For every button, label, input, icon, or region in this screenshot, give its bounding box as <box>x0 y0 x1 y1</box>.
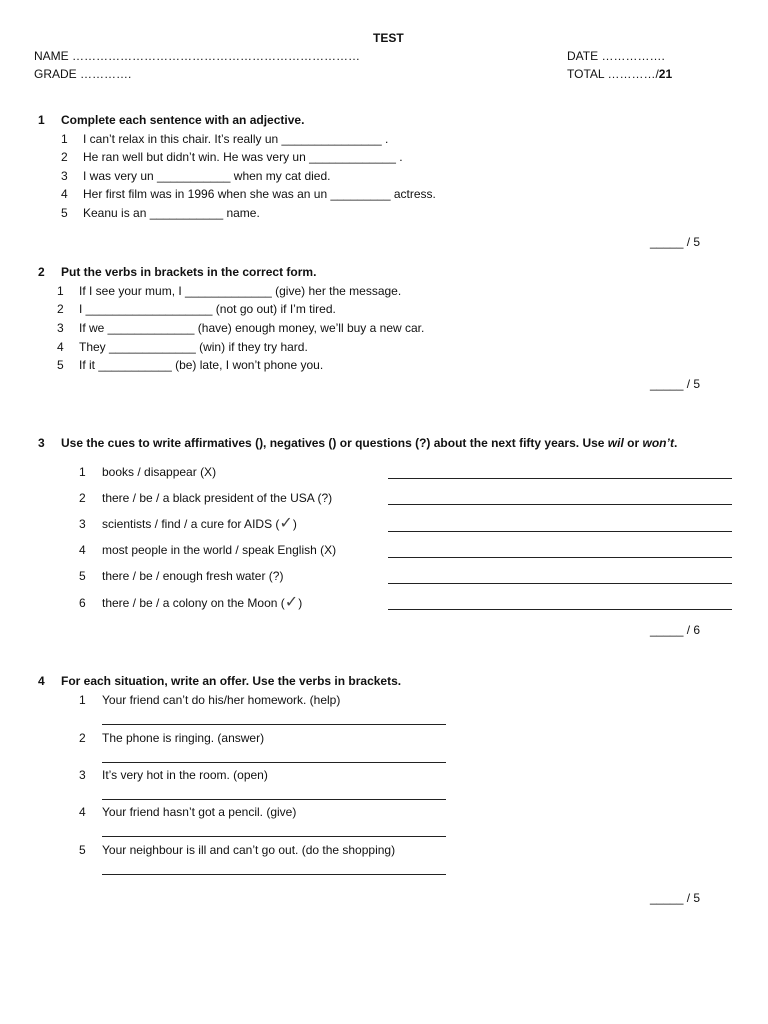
s4-item-number: 2 <box>79 731 86 745</box>
s2-item-text[interactable]: If it ___________ (be) late, I won’t phone you. <box>79 358 324 372</box>
s4-answer-line[interactable] <box>102 836 446 837</box>
s3-cue-close: ) <box>292 517 297 531</box>
s2-item-text[interactable]: If I see your mum, I _____________ (give) her the message. <box>79 284 402 298</box>
section-4-number: 4 <box>38 674 45 688</box>
s4-item-number: 5 <box>79 843 86 857</box>
s4-answer-line[interactable] <box>102 874 446 875</box>
section-1-score: _____ / 5 <box>650 235 701 249</box>
check-icon: ✓ <box>279 515 293 532</box>
s3-item-cue <box>102 596 302 610</box>
s3-item-number: 4 <box>79 543 86 557</box>
s2-item-number: 1 <box>57 284 64 298</box>
name-field[interactable]: NAME ……………………………………………………………… <box>34 49 361 63</box>
s4-item-situation: It’s very hot in the room. (open) <box>102 768 268 782</box>
section-3-heading <box>61 436 677 450</box>
s3-cue-text: there / be / a colony on the Moon ( <box>102 596 285 610</box>
section-4-score: _____ / 5 <box>650 891 701 905</box>
s2-item-number: 4 <box>57 340 64 354</box>
s4-answer-line[interactable] <box>102 799 446 800</box>
s3-item-cue: books / disappear (X) <box>102 465 217 479</box>
s3-answer-line[interactable] <box>388 504 732 505</box>
date-field[interactable]: DATE ……………. <box>567 49 665 63</box>
s3-heading-wil: wil <box>607 436 624 450</box>
s2-item-text[interactable]: If we _____________ (have) enough money, we’ll buy a new car. <box>79 321 425 335</box>
s1-item-text[interactable]: Keanu is an ___________ name. <box>83 206 260 220</box>
section-3-number: 3 <box>38 436 45 450</box>
s1-item-text[interactable]: Her first film was in 1996 when she was an un _________ actress. <box>83 187 436 201</box>
page-title: TEST <box>373 31 404 45</box>
section-2-score: _____ / 5 <box>650 377 701 391</box>
s3-answer-line[interactable] <box>388 609 732 610</box>
s3-item-number: 5 <box>79 569 86 583</box>
s3-item-cue <box>102 517 297 531</box>
s3-answer-line[interactable] <box>388 557 732 558</box>
s2-item-number: 5 <box>57 358 64 372</box>
grade-field[interactable]: GRADE …………. <box>34 67 132 81</box>
section-2-number: 2 <box>38 265 45 279</box>
section-3-score: _____ / 6 <box>650 623 701 637</box>
s2-item-text[interactable]: I ___________________ (not go out) if I’m tired. <box>79 302 336 316</box>
s1-item-number: 4 <box>61 187 68 201</box>
s3-heading-end: . <box>674 436 678 450</box>
s3-answer-line[interactable] <box>388 583 732 584</box>
s1-item-number: 3 <box>61 169 68 183</box>
s2-item-number: 3 <box>57 321 64 335</box>
s2-item-text[interactable]: They _____________ (win) if they try hard. <box>79 340 308 354</box>
s3-item-cue: there / be / enough fresh water (?) <box>102 569 284 583</box>
section-4-heading: For each situation, write an offer. Use the verbs in brackets. <box>61 674 402 688</box>
s3-item-cue: there / be / a black president of the USA (?) <box>102 491 333 505</box>
section-2-heading: Put the verbs in brackets in the correct form. <box>61 265 317 279</box>
s4-item-situation: The phone is ringing. (answer) <box>102 731 265 745</box>
s3-item-number: 1 <box>79 465 86 479</box>
s3-heading-wont: won’t <box>642 436 675 450</box>
s4-answer-line[interactable] <box>102 724 446 725</box>
s4-item-situation: Your friend can’t do his/her homework. (help) <box>102 693 341 707</box>
s3-item-number: 3 <box>79 517 86 531</box>
s4-item-number: 3 <box>79 768 86 782</box>
s3-heading-text: Use the cues to write affirmatives (), negatives () or questions (?) about the next fifty years. Use <box>61 436 608 450</box>
total-label: TOTAL …………/ <box>567 67 659 81</box>
s3-item-number: 2 <box>79 491 86 505</box>
s3-item-number: 6 <box>79 596 86 610</box>
s3-answer-line[interactable] <box>388 478 732 479</box>
s1-item-number: 1 <box>61 132 68 146</box>
s1-item-text[interactable]: He ran well but didn’t win. He was very un _____________ . <box>83 150 403 164</box>
s3-answer-line[interactable] <box>388 531 732 532</box>
s3-heading-or: or <box>623 436 643 450</box>
s1-item-number: 2 <box>61 150 68 164</box>
s1-item-text[interactable]: I can’t relax in this chair. It’s really un _______________ . <box>83 132 389 146</box>
section-1-heading: Complete each sentence with an adjective. <box>61 113 305 127</box>
s1-item-text[interactable]: I was very un ___________ when my cat died. <box>83 169 331 183</box>
s4-item-situation: Your neighbour is ill and can’t go out. (do the shopping) <box>102 843 396 857</box>
total-value: 21 <box>658 67 673 81</box>
s4-item-number: 4 <box>79 805 86 819</box>
s3-item-cue: most people in the world / speak English (X) <box>102 543 337 557</box>
s3-cue-text: scientists / find / a cure for AIDS ( <box>102 517 280 531</box>
s1-item-number: 5 <box>61 206 68 220</box>
s2-item-number: 2 <box>57 302 64 316</box>
check-icon: ✓ <box>284 594 299 611</box>
total-field[interactable] <box>567 67 672 81</box>
s4-answer-line[interactable] <box>102 762 446 763</box>
s4-item-situation: Your friend hasn’t got a pencil. (give) <box>102 805 297 819</box>
s3-cue-close: ) <box>298 596 303 610</box>
s4-item-number: 1 <box>79 693 86 707</box>
section-1-number: 1 <box>38 113 45 127</box>
